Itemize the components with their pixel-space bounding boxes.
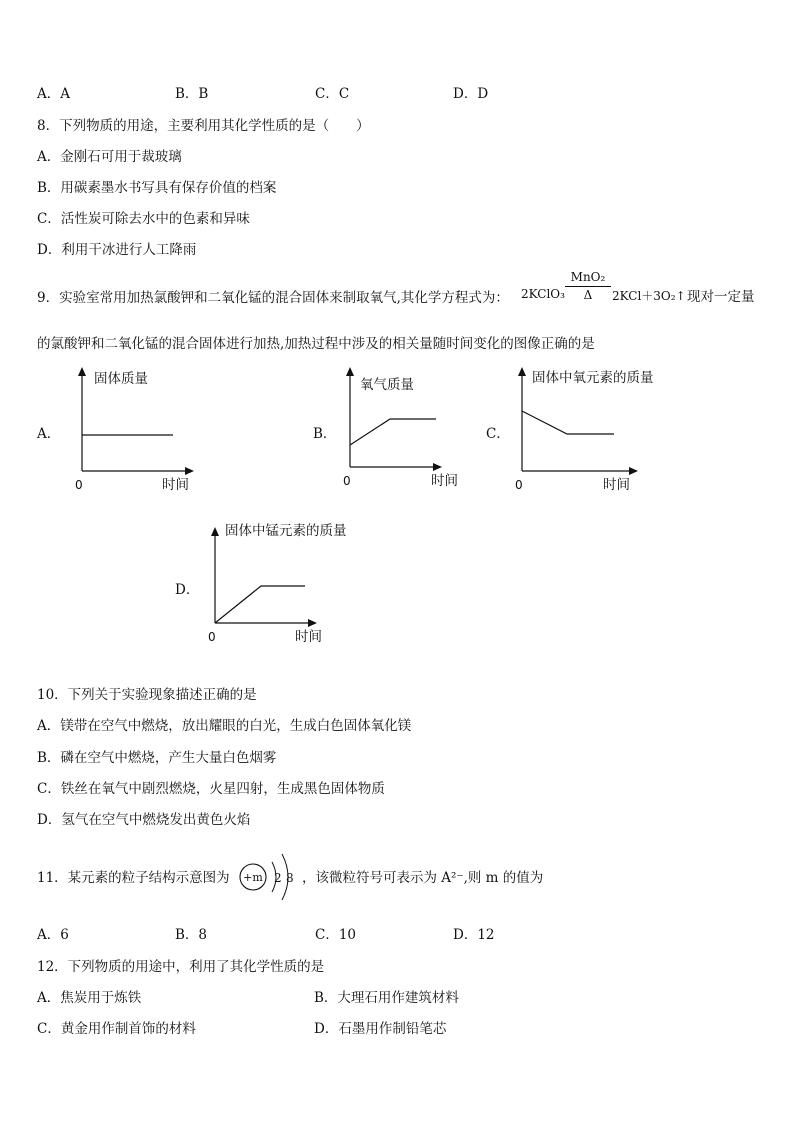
- q9-condition: Δ: [583, 288, 593, 302]
- q9-option-a[interactable]: A．: [37, 426, 61, 442]
- graph-a-origin: 0: [75, 478, 83, 492]
- graph-d: [203, 517, 363, 647]
- q7-option-b[interactable]: B．B: [175, 86, 209, 102]
- q8-option-d[interactable]: D．利用干冰进行人工降雨: [37, 242, 197, 258]
- q9-stem-part1: 9．实验室常用加热氯酸钾和二氧化锰的混合固体来制取氧气,其化学方程式为：: [37, 290, 509, 306]
- q9-arrow-line: [565, 286, 611, 287]
- atom-structure-diagram: [236, 842, 300, 912]
- q11-option-b[interactable]: B．8: [175, 927, 208, 943]
- q12-option-a[interactable]: A．焦炭用于炼铁: [37, 990, 142, 1006]
- graph-c: [510, 365, 670, 495]
- q10-option-b[interactable]: B．磷在空气中燃烧，产生大量白色烟雾: [37, 750, 277, 766]
- q7-option-a[interactable]: A．A: [37, 86, 70, 102]
- graph-b-ylabel: 氧气质量: [360, 377, 414, 393]
- q9-equation-arrow: [565, 270, 611, 302]
- q9-option-c[interactable]: C．: [486, 426, 510, 442]
- graph-c-xlabel: 时间: [603, 477, 630, 493]
- q11-stem-part2: ，该微粒符号可表示为 A²⁻,则 m 的值为: [302, 870, 544, 886]
- graph-b-xlabel: 时间: [431, 473, 458, 489]
- q12-option-b[interactable]: B．大理石用作建筑材料: [314, 990, 459, 1006]
- q7-option-c[interactable]: C．C: [315, 86, 350, 102]
- q11-option-a[interactable]: A．6: [37, 927, 69, 943]
- q11-option-c[interactable]: C．10: [315, 927, 357, 943]
- q8-option-b[interactable]: B．用碳素墨水书写具有保存价值的档案: [37, 180, 277, 196]
- q9-option-b[interactable]: B．: [313, 426, 337, 442]
- graph-d-ylabel: 固体中锰元素的质量: [225, 523, 347, 539]
- q8-option-c[interactable]: C．活性炭可除去水中的色素和异味: [37, 211, 250, 227]
- q9-stem-part2: 现对一定量: [687, 289, 755, 305]
- q12-option-d[interactable]: D．石墨用作制铅笔芯: [314, 1021, 447, 1037]
- q9-equation-left: 2KClO₃: [521, 287, 565, 301]
- q10-option-d[interactable]: D．氢气在空气中燃烧发出黄色火焰: [37, 812, 251, 828]
- shell-2-electrons: 8: [286, 871, 294, 885]
- q12-option-c[interactable]: C．黄金用作制首饰的材料: [37, 1021, 196, 1037]
- graph-d-origin: 0: [208, 630, 216, 644]
- graph-a-ylabel: 固体质量: [94, 371, 148, 387]
- q11-stem-part1: 11．某元素的粒子结构示意图为: [37, 870, 230, 886]
- q9-option-d[interactable]: D．: [175, 582, 200, 598]
- graph-c-origin: 0: [515, 478, 523, 492]
- shell-1-electrons: 2: [274, 871, 282, 885]
- graph-c-curve: [522, 411, 614, 434]
- graph-c-ylabel: 固体中氧元素的质量: [532, 370, 654, 386]
- q9-stem-line2: 的氯酸钾和二氧化锰的混合固体进行加热,加热过程中涉及的相关量随时间变化的图像正确的是: [37, 336, 595, 352]
- q11-option-d[interactable]: D．12: [453, 927, 495, 943]
- graph-a: [70, 365, 200, 495]
- graph-b-origin: 0: [343, 474, 351, 488]
- q7-option-d[interactable]: D．D: [453, 86, 489, 102]
- graph-d-xlabel: 时间: [295, 629, 322, 645]
- q10-stem: 10．下列关于实验现象描述正确的是: [37, 687, 257, 703]
- graph-a-xlabel: 时间: [162, 477, 189, 493]
- graph-b: [338, 365, 468, 495]
- q8-stem: 8．下列物质的用途，主要利用其化学性质的是（ ）: [37, 118, 370, 134]
- q9-catalyst: MnO₂: [570, 270, 606, 284]
- nucleus-charge: +m: [243, 871, 263, 884]
- graph-d-curve: [215, 586, 305, 623]
- q12-stem: 12．下列物质的用途中，利用了其化学性质的是: [37, 959, 325, 975]
- q10-option-c[interactable]: C．铁丝在氧气中剧烈燃烧，火星四射，生成黑色固体物质: [37, 781, 385, 797]
- q9-equation-right: 2KCl＋3O₂↑: [612, 289, 686, 303]
- q8-option-a[interactable]: A．金刚石可用于裁玻璃: [37, 149, 182, 165]
- graph-b-curve: [350, 419, 436, 445]
- q10-option-a[interactable]: A．镁带在空气中燃烧，放出耀眼的白光，生成白色固体氧化镁: [37, 718, 412, 734]
